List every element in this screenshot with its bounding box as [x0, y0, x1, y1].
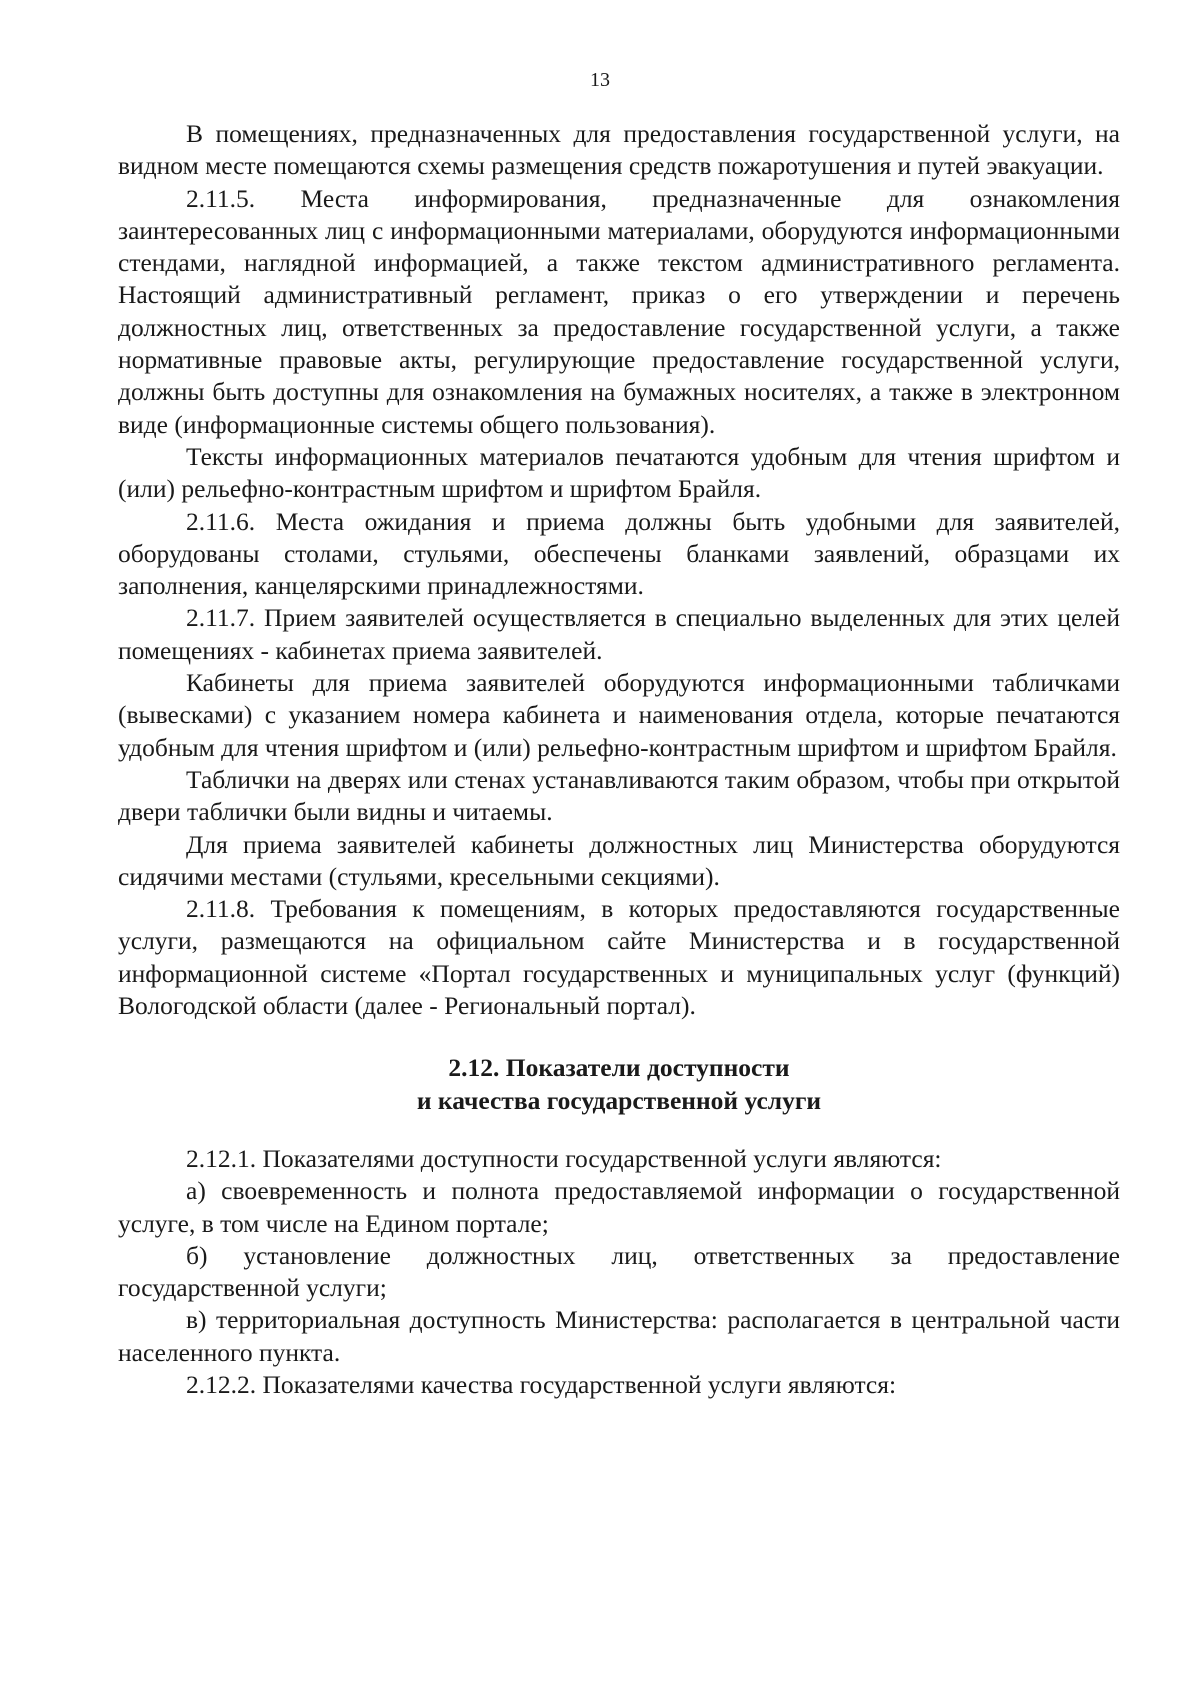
list-item-b: б) установление должностных лиц, ответственных за предоставление государственной услуги;: [118, 1240, 1120, 1303]
paragraph-2-12-2: 2.12.2. Показателями качества государственной услуги являются:: [186, 1369, 897, 1399]
paragraph-2-12-1: 2.12.1. Показателями доступности государственной услуги являются:: [186, 1143, 942, 1173]
paragraph-2-11-5: 2.11.5. Места информирования, предназначенные для ознакомления заинтересованных лиц с информационными материалами, оборудуются информационными стендами, наглядной информацией, а также текстом административного регламента. Настоящий административный регламент, приказ о его утверждении и перечень должностных лиц, ответственных за предоставление государственной услуги, а также нормативные правовые акты, регулирующие предоставление государственной услуги, должны быть доступны для ознакомления на бумажных носителях, а также в электронном виде (информационные системы общего пользования).: [118, 183, 1120, 439]
page-number: 13: [590, 69, 610, 91]
paragraph-premises-fire-evacuation: В помещениях, предназначенных для предоставления государственной услуги, на видном месте помещаются схемы размещения средств пожаротушения и путей эвакуации.: [118, 119, 1120, 181]
paragraph-cabinet-signs: Кабинеты для приема заявителей оборудуются информационными табличками (вывесками) с указанием номера кабинета и наименования отдела, которые печатаются удобным для чтения шрифтом и (или) рельефно-контрастным шрифтом и шрифтом Брайля.: [118, 668, 1120, 762]
paragraph-braille-texts: Тексты информационных материалов печатаются удобным для чтения шрифтом и (или) рельефно-контрастным шрифтом и шрифтом Брайля.: [118, 441, 1120, 504]
document-body: [118, 118, 1120, 1401]
paragraph-seating: Для приема заявителей кабинеты должностных лиц Министерства оборудуются сидячими местами (стульями, кресельными секциями).: [118, 829, 1120, 891]
paragraph-2-11-7: 2.11.7. Прием заявителей осуществляется в специально выделенных для этих целей помещениях - кабинетах приема заявителей.: [118, 603, 1120, 665]
section-heading-line-1: 2.12. Показатели доступности: [448, 1053, 790, 1083]
section-heading-2-12: [118, 1052, 1120, 1117]
paragraph-door-plates: Таблички на дверях или стенах устанавливаются таким образом, чтобы при открытой двери таблички были видны и читаемы.: [118, 764, 1120, 827]
section-heading-line-2: и качества государственной услуги: [416, 1085, 822, 1115]
list-item-a: а) своевременность и полнота предоставляемой информации о государственной услуге, в том числе на Едином портале;: [118, 1176, 1120, 1238]
list-item-v: в) территориальная доступность Министерства: располагается в центральной части населенного пункта.: [118, 1305, 1120, 1367]
paragraph-2-11-6: 2.11.6. Места ожидания и приема должны быть удобными для заявителей, оборудованы столами, стульями, обеспечены бланками заявлений, образцами их заполнения, канцелярскими принадлежностями.: [118, 506, 1120, 601]
paragraph-2-11-8: 2.11.8. Требования к помещениям, в которых предоставляются государственные услуги, размещаются на официальном сайте Министерства и в государственной информационной системе «Портал государственных и муниципальных услуг (функций) Вологодской области (далее - Региональный портал).: [118, 894, 1120, 1021]
